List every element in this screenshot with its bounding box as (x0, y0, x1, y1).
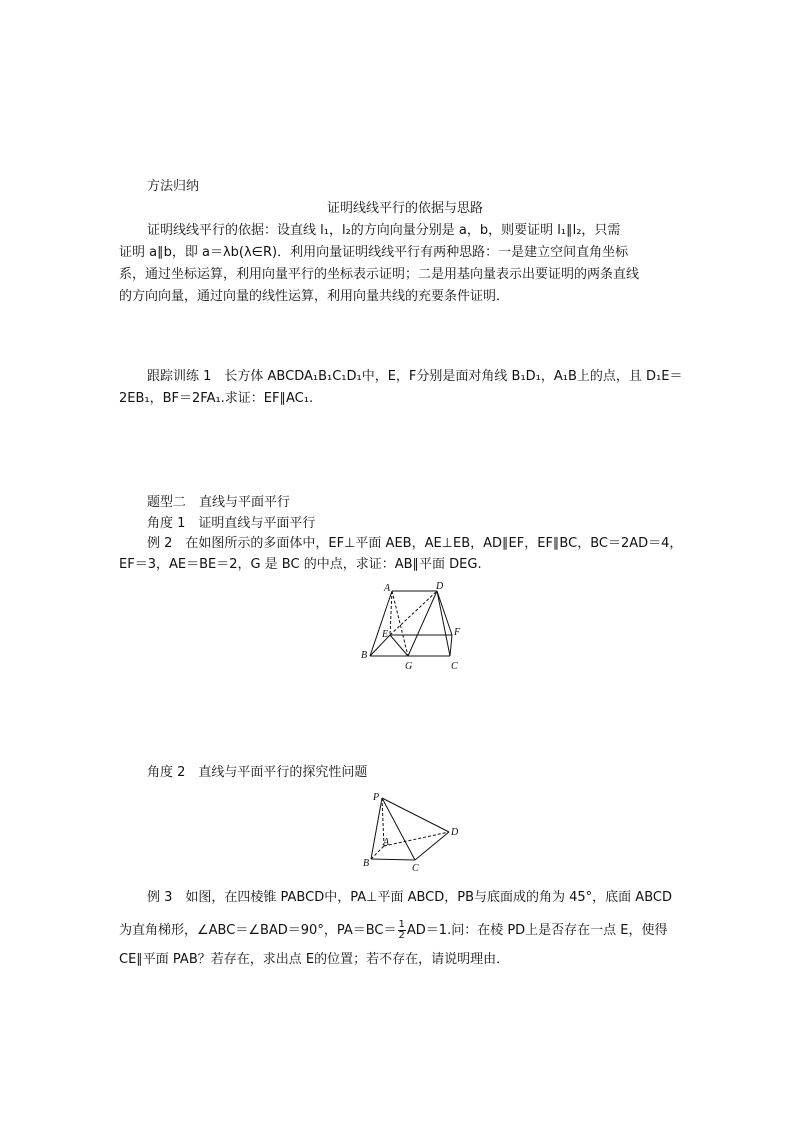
edge-AE-dashed (390, 591, 392, 635)
method-line-3: 系，通过坐标运算，利用向量平行的坐标表示证明；二是用基向量表示出要证明的两条直线 (119, 267, 640, 282)
pyramid-figure (360, 790, 470, 872)
fraction-one-half (398, 920, 406, 941)
method-line-2: 证明 a∥b，即 a＝λb(λ∈R)．利用向量证明线线平行有两种思路：一是建立空间直角坐标 (119, 245, 629, 260)
example3-line-2 (119, 920, 668, 941)
method-title: 证明线线平行的依据与思路 (327, 201, 484, 216)
example2-line-2: EF＝3，AE＝BE＝2，G 是 BC 的中点，求证：AB∥平面 DEG. (119, 557, 482, 572)
exercise1-line-1: 跟踪训练 1 长方体 ABCDA₁B₁C₁D₁中，E，F分别是面对角线 B₁D₁，A₁B上的点，且 D₁E＝ (147, 369, 683, 384)
polyhedron-figure (350, 580, 470, 672)
example3-line-3: CE∥平面 PAB？若存在，求出点 E的位置；若不存在，请说明理由． (119, 952, 510, 967)
label-B: B (361, 650, 368, 661)
label-D: D (436, 581, 444, 592)
method-line-1: 证明线线平行的依据：设直线 l₁，l₂的方向向量分别是 a，b，则要证明 l₁∥l₂，只需 (147, 223, 621, 238)
edge-AD-dashed (384, 832, 449, 846)
edge-DG (408, 591, 437, 656)
edge-CD (415, 832, 449, 860)
label-P: P (373, 792, 380, 803)
label-C: C (412, 863, 419, 872)
edge-BC (371, 859, 415, 860)
angle1-heading: 角度 1 证明直线与平面平行 (147, 516, 316, 531)
label-G: G (405, 661, 413, 672)
example3-line-2-end: AD＝1.问：在棱 PD上是否存在一点 E，使得 (406, 923, 668, 938)
example3-line-1: 例 3 如图，在四棱锥 PABCD中，PA⊥平面 ABCD，PB与底面成的角为 45°，底面 ABCD (147, 890, 672, 905)
label-F: F (454, 627, 461, 638)
method-heading: 方法归纳 (147, 179, 200, 194)
edge-FC (450, 635, 452, 656)
label-D: D (451, 827, 459, 838)
edge-PD (382, 798, 449, 832)
method-line-4: 的方向向量，通过向量的线性运算，利用向量共线的充要条件证明． (119, 289, 510, 304)
example2-line-1: 例 2 在如图所示的多面体中，EF⊥平面 AEB，AE⊥EB，AD∥EF，EF∥BC，BC＝2AD＝4， (147, 536, 683, 551)
edge-PC (382, 798, 415, 860)
label-E: E (382, 629, 389, 640)
label-A: A (384, 583, 391, 594)
edge-PB (371, 798, 382, 859)
label-B: B (363, 858, 370, 869)
label-C: C (451, 661, 458, 672)
fraction-numerator: 1 (398, 919, 405, 930)
exercise1-line-2: 2EB₁，BF＝2FA₁.求证：EF∥AC₁. (119, 391, 314, 406)
type2-heading: 题型二 直线与平面平行 (147, 495, 291, 510)
example3-line-2-start: 为直角梯形，∠ABC＝∠BAD＝90°，PA＝BC＝ (119, 923, 397, 938)
angle2-heading: 角度 2 直线与平面平行的探究性问题 (147, 765, 368, 780)
label-A: A (383, 837, 390, 848)
edge-AB (370, 591, 392, 656)
fraction-denominator: 2 (398, 930, 405, 941)
